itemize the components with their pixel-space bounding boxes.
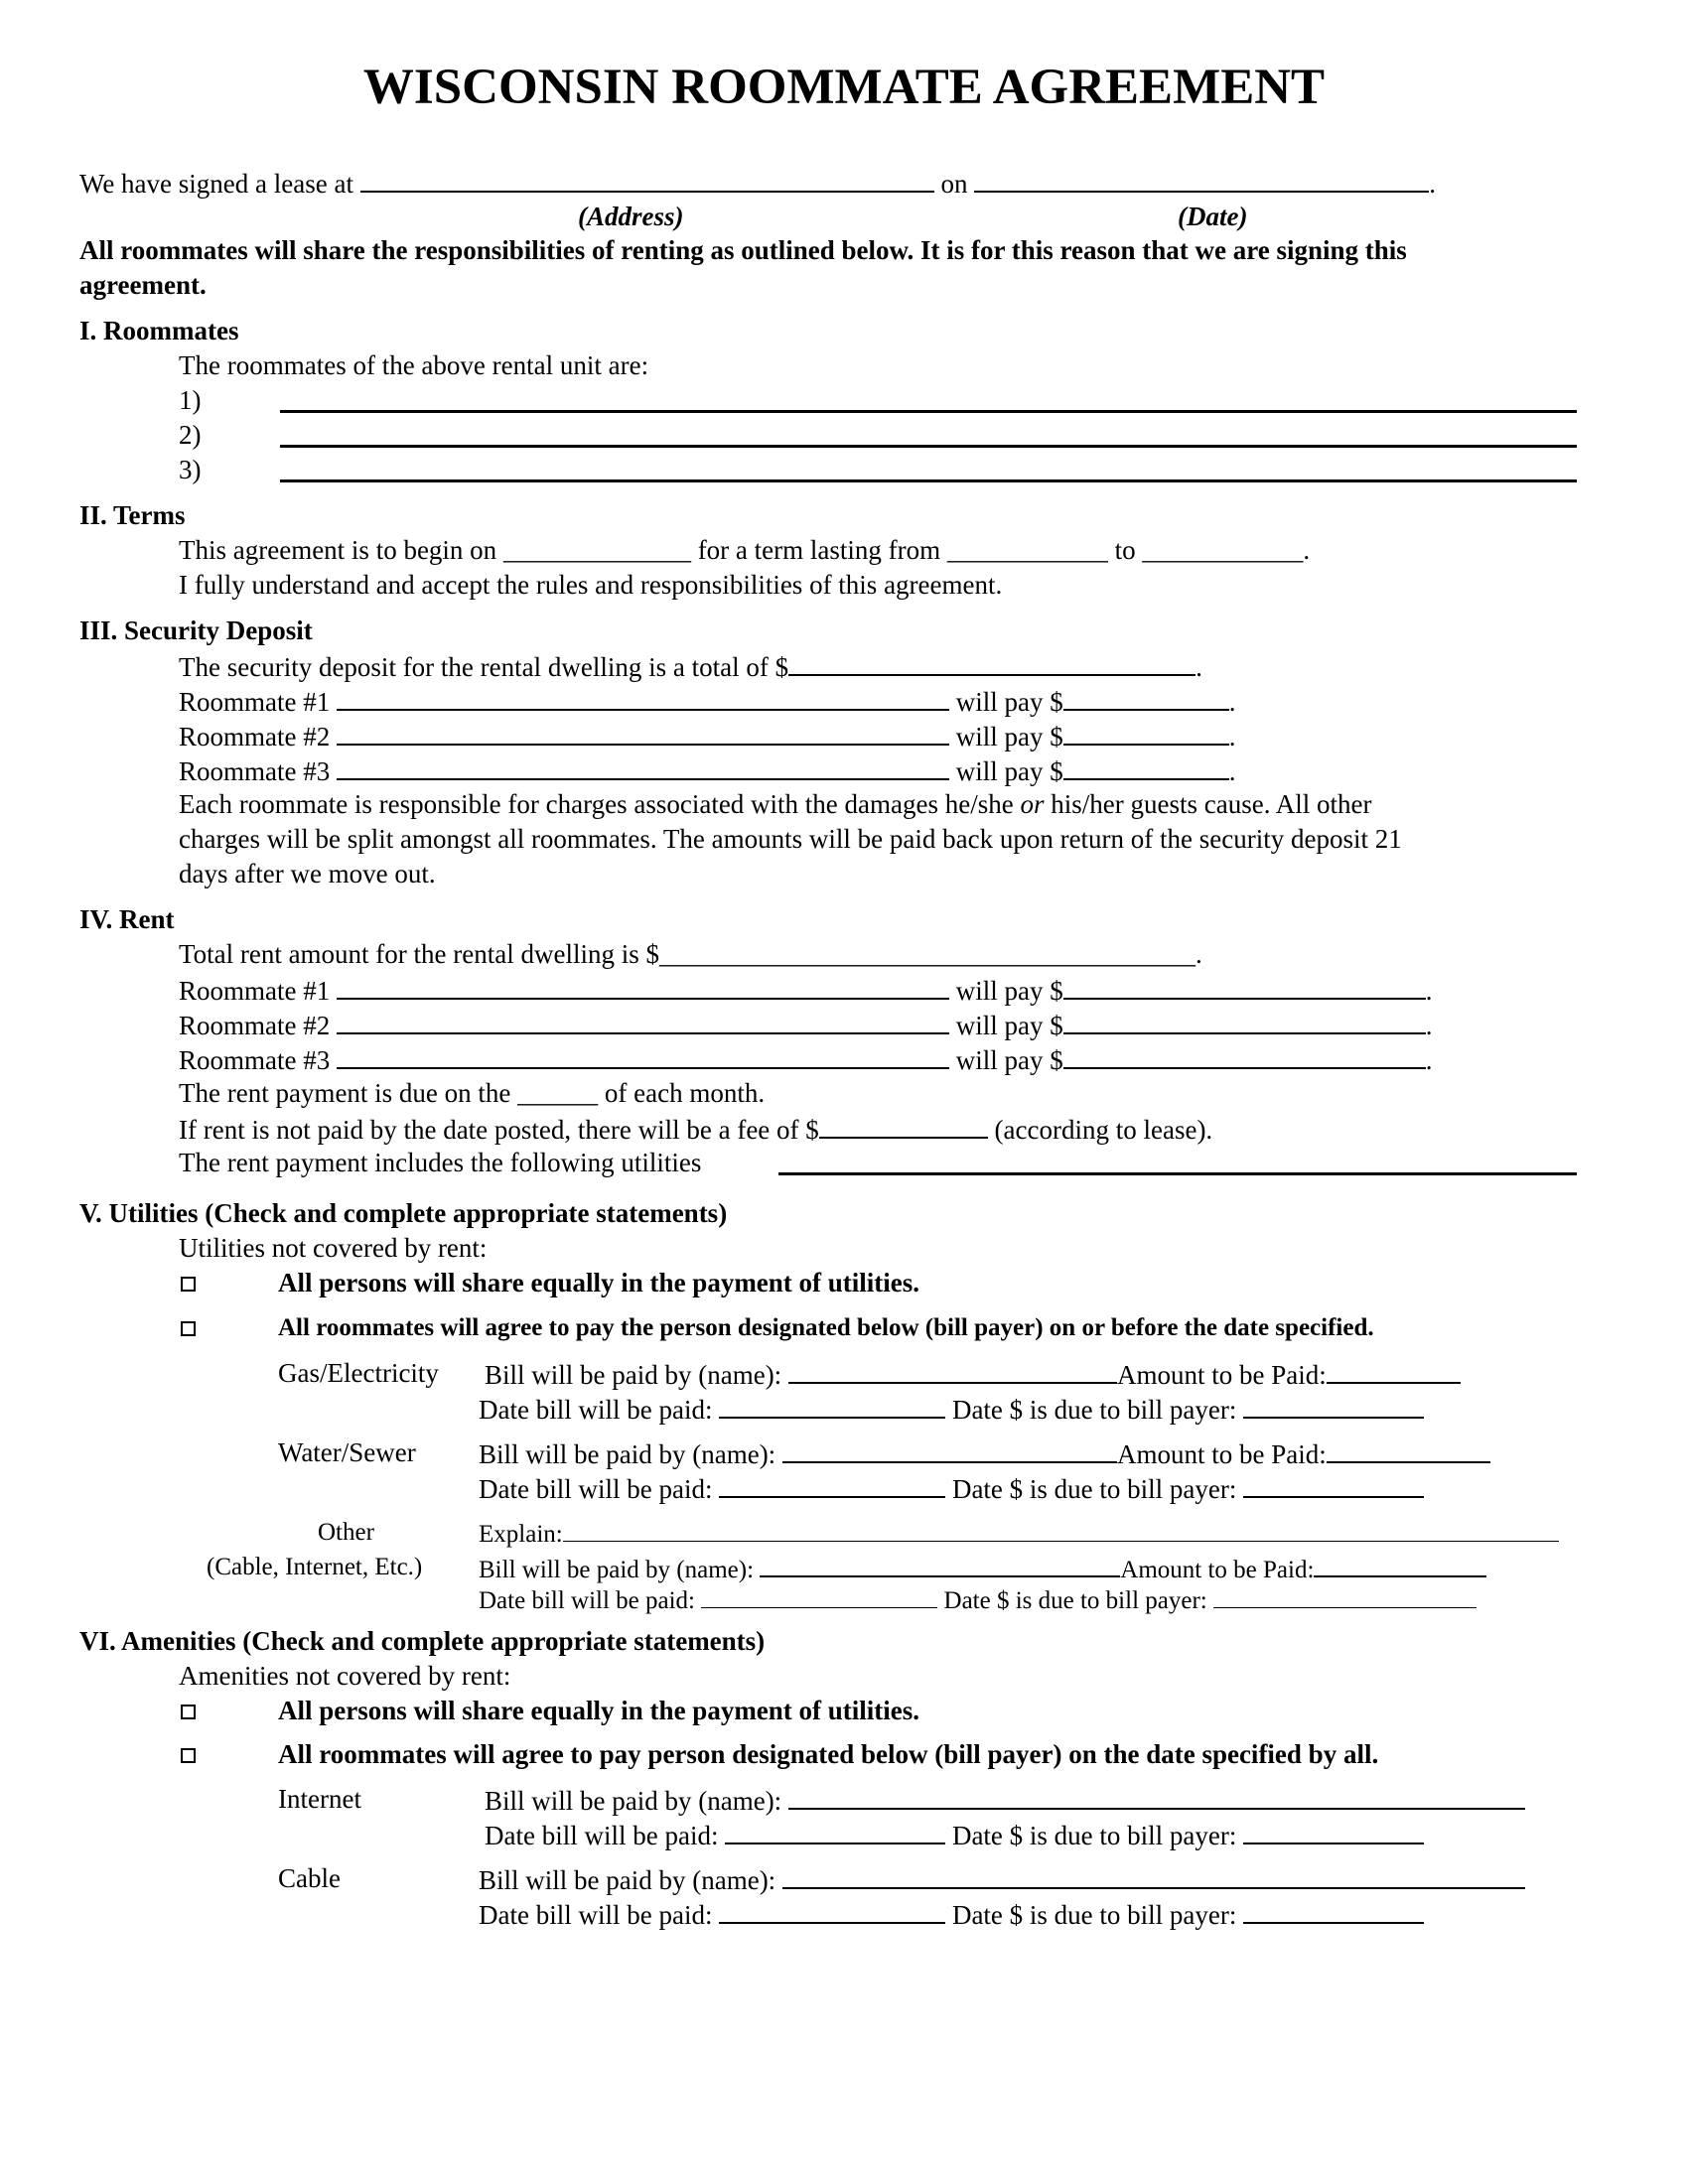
period: .	[1228, 756, 1236, 786]
late-fee-note: (according to lease).	[994, 1115, 1213, 1145]
roommate-1-label: Roommate #1	[179, 687, 331, 717]
deposit-roommate-1-line	[179, 683, 1235, 720]
date-paid-label: Date bill will be paid:	[479, 1474, 713, 1504]
cable-bill-by-field[interactable]	[782, 1861, 1525, 1889]
bill-by-label: Bill will be paid by (name):	[479, 1439, 776, 1469]
due-suffix: of each month.	[604, 1078, 766, 1108]
deposit-roommate-2-amount-field[interactable]	[1063, 718, 1229, 746]
rent-roommate-3-line	[179, 1041, 1432, 1078]
to-label: to	[1114, 535, 1136, 565]
internet-date-paid-field[interactable]	[725, 1817, 945, 1844]
section-heading-security-deposit: III. Security Deposit	[79, 615, 313, 645]
amenities-bill-payer-label: All roommates will agree to pay person designated below (bill payer) on the date specified by all.	[278, 1739, 1379, 1769]
will-pay-label: will pay $	[955, 687, 1063, 717]
amenities-equal-checkbox[interactable]	[181, 1694, 196, 1728]
due-day-field[interactable]: ______	[517, 1078, 599, 1108]
rent-due-line	[179, 1076, 765, 1111]
roommate-name-field-3[interactable]	[280, 479, 1577, 482]
deposit-roommate-1-name-field[interactable]	[337, 683, 949, 711]
date-paid-label: Date bill will be paid:	[479, 1395, 713, 1425]
deposit-total-line	[179, 648, 1202, 685]
term-start-field[interactable]: ____________	[946, 535, 1108, 565]
rent-roommate-3-amount-field[interactable]	[1063, 1041, 1426, 1069]
internet-bill-by-field[interactable]	[788, 1782, 1525, 1810]
amenities-bill-payer-checkbox[interactable]	[181, 1737, 196, 1772]
internet-label: Internet	[278, 1784, 361, 1814]
other-dates-line	[479, 1581, 1477, 1618]
rent-total-label: Total rent amount for the rental dwelling is $	[179, 939, 659, 969]
checkbox-icon	[181, 1277, 196, 1292]
roommate-number-1: 1)	[179, 385, 202, 415]
bill-by-label: Bill will be paid by (name):	[479, 1557, 755, 1583]
lease-prefix: We have signed a lease at	[79, 169, 353, 199]
date-caption: (Date)	[1178, 202, 1248, 231]
late-fee-label: If rent is not paid by the date posted, there will be a fee of $	[179, 1115, 819, 1145]
damage-or: or	[1020, 789, 1045, 819]
date-paid-label: Date bill will be paid:	[485, 1821, 719, 1850]
gas-date-paid-field[interactable]	[719, 1391, 945, 1419]
section-heading-utilities: V. Utilities (Check and complete appropriate statements)	[79, 1198, 728, 1228]
section-heading-terms: II. Terms	[79, 500, 186, 530]
date-due-label: Date $ is due to bill payer:	[951, 1821, 1237, 1850]
water-bill-by-line	[479, 1435, 1490, 1472]
period: .	[1196, 652, 1202, 682]
amenities-equal-label: All persons will share equally in the payment of utilities.	[278, 1696, 920, 1725]
rent-roommate-2-name-field[interactable]	[337, 1007, 949, 1034]
section-heading-rent: IV. Rent	[79, 904, 175, 934]
intro-statement: All roommates will share the responsibilities of renting as outlined below. It is for this reason that we are signing this	[79, 235, 1407, 265]
amount-label: Amount to be Paid:	[1116, 1439, 1327, 1469]
cable-date-paid-field[interactable]	[719, 1896, 945, 1924]
bill-by-label: Bill will be paid by (name):	[485, 1360, 782, 1390]
begin-date-field[interactable]: ______________	[502, 535, 691, 565]
late-fee-field[interactable]	[819, 1111, 988, 1139]
roommate-3-label: Roommate #3	[179, 1045, 331, 1075]
section-heading-amenities: VI. Amenities (Check and complete appropriate statements)	[79, 1626, 766, 1656]
will-pay-label: will pay $	[955, 1045, 1063, 1075]
other-label: Other	[318, 1519, 374, 1546]
other-sub-label: (Cable, Internet, Etc.)	[207, 1554, 423, 1580]
water-amount-field[interactable]	[1327, 1435, 1490, 1463]
bill-by-label: Bill will be paid by (name):	[479, 1865, 776, 1895]
roommate-name-field-2[interactable]	[280, 445, 1577, 448]
internet-bill-by-line	[485, 1782, 1525, 1819]
amenities-not-covered: Amenities not covered by rent:	[179, 1661, 511, 1691]
gas-dates-line	[479, 1391, 1424, 1428]
roommate-2-label: Roommate #2	[179, 1011, 331, 1040]
damage-text-2: charges will be split amongst all roommates. The amounts will be paid back upon return of the security deposit 21	[179, 824, 1402, 854]
checkbox-icon	[181, 1705, 196, 1719]
date-due-label: Date $ is due to bill payer:	[951, 1900, 1237, 1930]
deposit-total-field[interactable]	[788, 648, 1196, 676]
term-end-field[interactable]: ____________.	[1142, 535, 1311, 565]
utilities-equal-label: All persons will share equally in the payment of utilities.	[278, 1268, 920, 1297]
water-date-due-field[interactable]	[1243, 1470, 1424, 1498]
gas-bill-by-field[interactable]	[788, 1356, 1117, 1384]
gas-amount-field[interactable]	[1327, 1356, 1461, 1384]
other-bill-by-field[interactable]	[760, 1550, 1120, 1577]
water-sewer-label: Water/Sewer	[278, 1437, 416, 1467]
rent-total-line	[179, 937, 1202, 972]
period: .	[1228, 722, 1236, 751]
period: .	[1425, 1045, 1433, 1075]
bill-by-label: Bill will be paid by (name):	[485, 1786, 782, 1816]
rent-total-field[interactable]: ________________________________________.	[658, 939, 1202, 969]
other-amount-field[interactable]	[1314, 1550, 1486, 1577]
roommate-3-label: Roommate #3	[179, 756, 331, 786]
deposit-roommate-2-line	[179, 718, 1235, 754]
will-pay-label: will pay $	[955, 976, 1063, 1006]
amount-label: Amount to be Paid:	[1116, 1360, 1327, 1390]
checkbox-icon	[181, 1321, 196, 1336]
other-date-due-field[interactable]	[1213, 1581, 1477, 1608]
date-paid-label: Date bill will be paid:	[479, 1900, 713, 1930]
page-title: WISCONSIN ROOMMATE AGREEMENT	[362, 60, 1326, 115]
date-due-label: Date $ is due to bill payer:	[943, 1587, 1207, 1614]
deposit-roommate-3-name-field[interactable]	[337, 752, 949, 780]
amount-label: Amount to be Paid:	[1120, 1557, 1315, 1583]
gas-electricity-label: Gas/Electricity	[278, 1358, 439, 1388]
address-caption: (Address)	[578, 202, 684, 231]
utilities-equal-checkbox[interactable]	[181, 1266, 196, 1300]
will-pay-label: will pay $	[955, 722, 1063, 751]
roommate-number-3: 3)	[179, 455, 202, 484]
water-bill-by-field[interactable]	[782, 1435, 1117, 1463]
period: .	[1228, 687, 1236, 717]
utilities-included-label: The rent payment includes the following utilities	[179, 1148, 702, 1177]
damage-text-a: Each roommate is responsible for charges associated with the damages he/she	[179, 789, 1021, 819]
date-due-label: Date $ is due to bill payer:	[951, 1395, 1237, 1425]
other-explain-field[interactable]	[563, 1515, 1559, 1542]
utilities-bill-payer-checkbox[interactable]	[181, 1310, 196, 1345]
late-fee-line	[179, 1111, 1212, 1148]
explain-label: Explain:	[479, 1521, 563, 1548]
damage-text-3: days after we move out.	[179, 859, 436, 888]
will-pay-label: will pay $	[955, 1011, 1063, 1040]
cable-date-due-field[interactable]	[1243, 1896, 1424, 1924]
cable-bill-by-line	[479, 1861, 1525, 1898]
address-field[interactable]	[360, 165, 934, 193]
other-date-paid-field[interactable]	[701, 1581, 937, 1608]
rent-roommate-3-name-field[interactable]	[337, 1041, 949, 1069]
due-label: The rent payment is due on the	[179, 1078, 511, 1108]
date-due-label: Date $ is due to bill payer:	[951, 1474, 1237, 1504]
period: .	[1429, 169, 1436, 199]
on-label: on	[940, 169, 968, 199]
terms-begin-line	[179, 533, 1310, 568]
gas-bill-by-line	[485, 1356, 1461, 1393]
roommate-1-label: Roommate #1	[179, 976, 331, 1006]
utilities-included-field[interactable]	[778, 1172, 1577, 1175]
deposit-roommate-1-amount-field[interactable]	[1063, 683, 1229, 711]
date-paid-label: Date bill will be paid:	[479, 1587, 696, 1614]
explain-line	[479, 1515, 1559, 1552]
rent-roommate-1-amount-field[interactable]	[1063, 972, 1426, 1000]
roommate-2-label: Roommate #2	[179, 722, 331, 751]
deposit-roommate-3-amount-field[interactable]	[1063, 752, 1229, 780]
period: .	[1425, 976, 1433, 1006]
deposit-roommate-2-name-field[interactable]	[337, 718, 949, 746]
internet-date-due-field[interactable]	[1243, 1817, 1424, 1844]
water-dates-line	[479, 1470, 1424, 1507]
utilities-not-covered: Utilities not covered by rent:	[179, 1233, 488, 1263]
lease-line	[79, 165, 1436, 202]
water-date-paid-field[interactable]	[719, 1470, 945, 1498]
section-heading-roommates: I. Roommates	[79, 316, 239, 345]
rent-roommate-2-line	[179, 1007, 1432, 1043]
begin-label: This agreement is to begin on	[179, 535, 497, 565]
damage-text-b: his/her guests cause. All other	[1044, 789, 1372, 819]
damage-text-1	[179, 787, 1371, 822]
rent-roommate-2-amount-field[interactable]	[1063, 1007, 1426, 1034]
roommate-name-field-1[interactable]	[280, 410, 1577, 413]
deposit-roommate-3-line	[179, 752, 1235, 789]
will-pay-label: will pay $	[955, 756, 1063, 786]
rent-roommate-1-line	[179, 972, 1432, 1009]
rent-roommate-1-name-field[interactable]	[337, 972, 949, 1000]
deposit-total-label: The security deposit for the rental dwelling is a total of $	[179, 652, 789, 682]
date-field[interactable]	[974, 165, 1429, 193]
intro-statement-cont: agreement.	[79, 270, 207, 300]
internet-dates-line	[485, 1817, 1424, 1853]
utilities-bill-payer-label: All roommates will agree to pay the person designated below (bill payer) on or before the date specified.	[278, 1314, 1374, 1341]
checkbox-icon	[181, 1748, 196, 1763]
cable-dates-line	[479, 1896, 1424, 1933]
terms-accept: I fully understand and accept the rules and responsibilities of this agreement.	[179, 570, 1003, 600]
roommates-intro: The roommates of the above rental unit are:	[179, 350, 649, 380]
term-label: for a term lasting from	[697, 535, 941, 565]
gas-date-due-field[interactable]	[1243, 1391, 1424, 1419]
cable-label: Cable	[278, 1863, 341, 1893]
roommate-number-2: 2)	[179, 420, 202, 450]
period: .	[1425, 1011, 1433, 1040]
